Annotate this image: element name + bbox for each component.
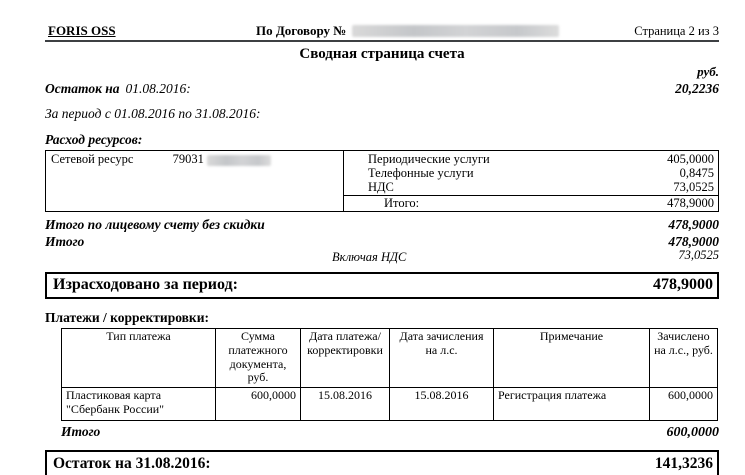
brand-label: FORIS OSS [48,23,116,38]
period-line: За период с 01.08.2016 по 31.08.2016: [45,106,261,121]
opening-balance-value: 20,2236 [675,81,719,96]
page-title: Сводная страница счета [299,46,465,62]
spent-period-label: Израсходовано за период: [53,276,238,293]
vat-label: Включая НДС [332,250,407,264]
services-total-label: Итого: [384,196,420,210]
service-value: 405,0000 [667,152,714,166]
services-total-value: 478,9000 [667,196,714,210]
spent-period-value: 478,9000 [653,276,713,293]
closing-balance-label: Остаток на 31.08.2016: [53,455,211,473]
contract-label: По Договору № [256,23,347,38]
service-name: Периодические услуги [368,152,490,166]
payment-note: Регистрация платежа [494,388,650,421]
service-value: 73,0525 [673,180,714,194]
resource-number-redacted [207,155,271,166]
opening-balance-date: 01.08.2016: [125,81,191,96]
col-payment-type: Тип платежа [62,329,216,388]
total-row [45,234,719,250]
total-no-discount-label: Итого по лицевому счету без скидки [45,217,265,232]
opening-balance-row [45,81,719,97]
page-header [45,23,719,38]
service-row [344,180,718,194]
payments-header-row [62,329,718,388]
col-credited: Зачислено на л.с., руб. [650,329,718,388]
payments-table [61,328,718,421]
payments-heading: Платежи / корректировки: [45,310,209,325]
payments-total-label: Итого [61,424,101,440]
total-no-discount-row [45,217,719,233]
opening-balance-label: Остаток на [45,81,120,96]
payment-credit-date: 15.08.2016 [390,388,494,421]
col-payment-date: Дата платежа/ корректировки [301,329,390,388]
contract-number-redacted [352,25,559,37]
vat-value: 73,0525 [678,248,719,262]
col-note: Примечание [494,329,650,388]
resource-number: 79031 [172,152,204,166]
payments-total-value: 600,0000 [666,425,719,441]
total-value: 478,9000 [668,234,719,249]
payment-row [62,388,718,421]
header-divider [45,40,719,42]
services-cell [344,151,718,211]
service-row [344,152,718,166]
vat-row [45,250,719,264]
service-name: НДС [368,180,394,194]
services-total-row [344,195,718,211]
currency-label: руб. [697,64,719,79]
contract-line [256,23,559,39]
col-credit-date: Дата зачисления на л.с. [390,329,494,388]
closing-balance-box [45,450,719,475]
payment-type: Пластиковая карта "Сбербанк России" [62,388,216,421]
resource-cell [46,151,344,211]
payment-credited: 600,0000 [650,388,718,421]
resource-type: Сетевой ресурс [51,152,134,166]
payments-total-row [45,424,719,441]
total-label: Итого [45,234,85,249]
closing-balance-value: 141,3236 [654,455,713,473]
service-value: 0,8475 [679,166,714,180]
spent-period-box [45,272,719,299]
service-name: Телефонные услуги [368,166,474,180]
payment-sum: 600,0000 [216,388,301,421]
resources-table [45,150,719,212]
page-number: Страница 2 из 3 [634,24,719,38]
payment-date: 15.08.2016 [301,388,390,421]
col-document-sum: Сумма платежного документа, руб. [216,329,301,388]
total-no-discount-value: 478,9000 [668,217,719,232]
service-row [344,166,718,180]
resources-heading: Расход ресурсов: [45,132,143,147]
